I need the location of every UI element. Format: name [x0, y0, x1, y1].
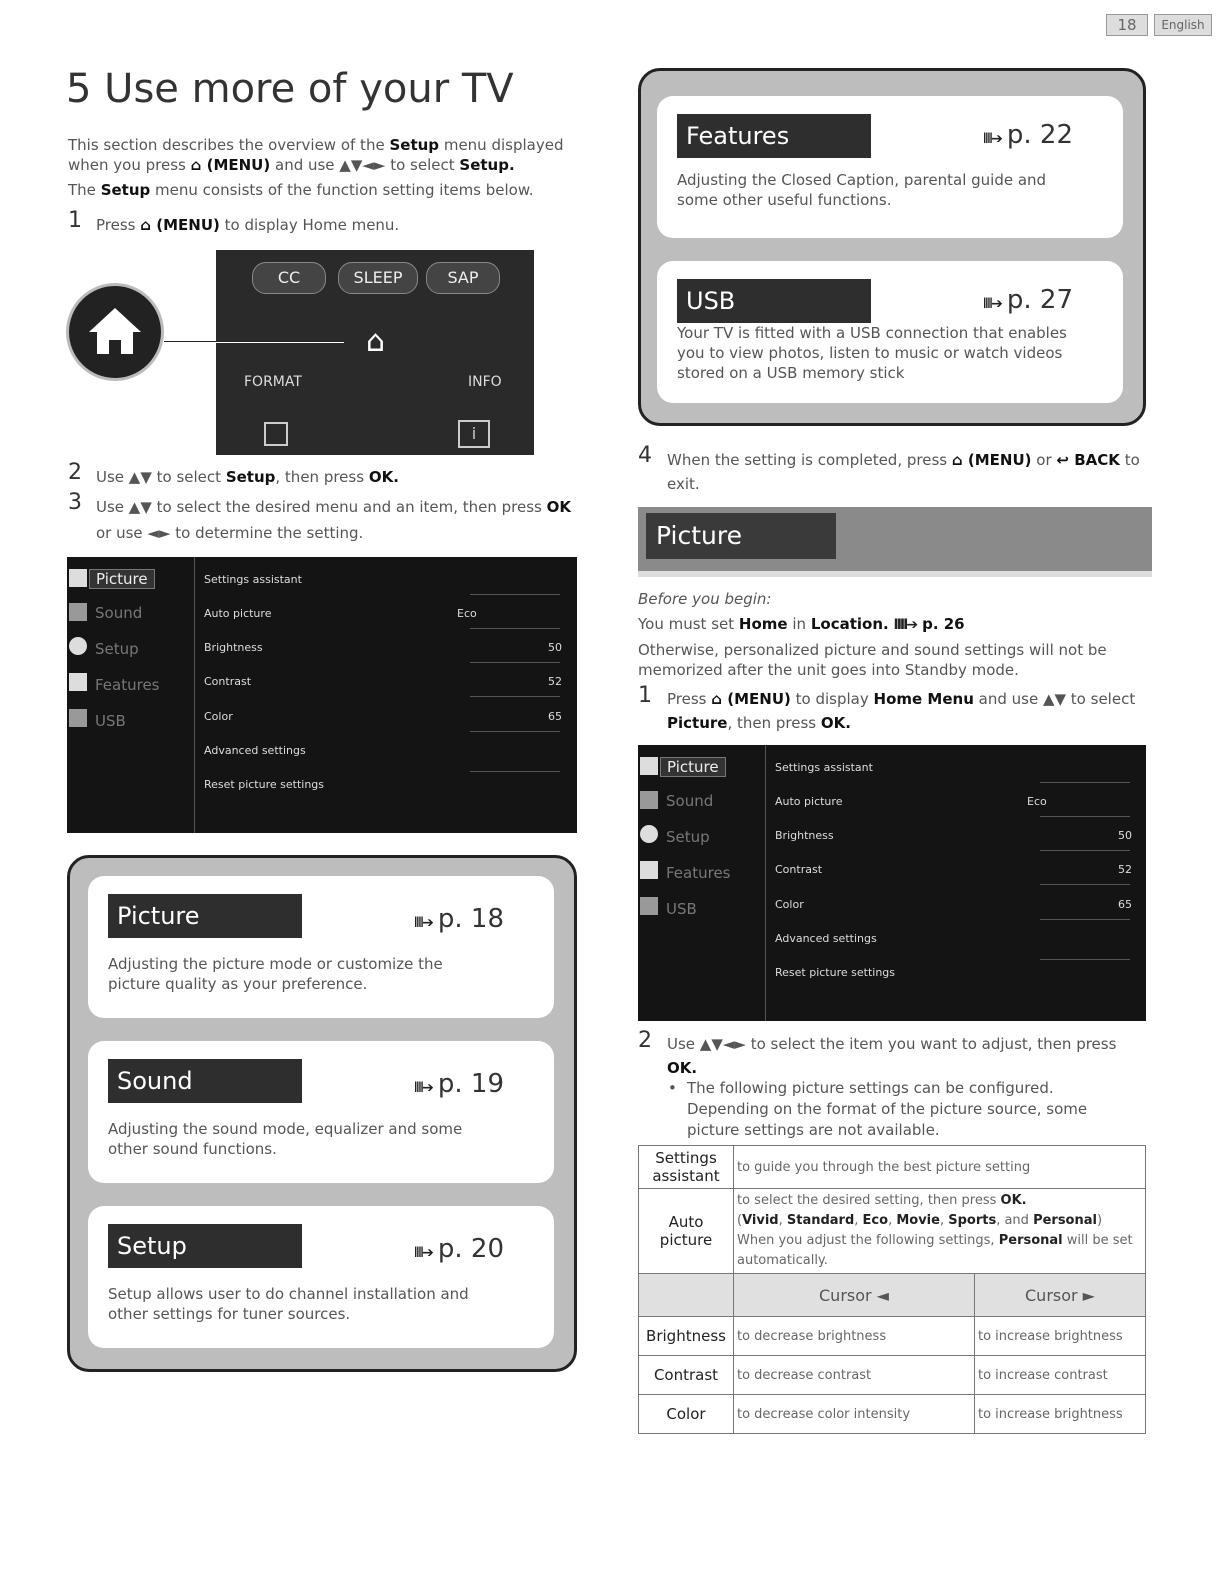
step-3-text: Use ▲▼ to select the desired menu and an item, then press OK or use ◄► to determine the setting. — [96, 498, 572, 542]
picture-icon — [69, 569, 87, 587]
card-sound — [88, 1041, 554, 1183]
contrast-left: to decrease contrast — [734, 1356, 975, 1395]
menu-row: Advanced settings — [775, 932, 877, 945]
format-key-icon — [264, 422, 288, 446]
settings-bullet: • The following picture settings can be configured. Depending on the format of the picture source, some picture settings are not available. — [668, 1079, 1088, 1139]
step-4-text: When the setting is completed, press ⌂ (MENU) or ↩ BACK to exit. — [667, 451, 1140, 493]
menu-row: Reset picture settings — [204, 778, 325, 791]
page-reference: IIII➔ p. 19 — [413, 1069, 504, 1099]
menu-line — [470, 662, 560, 663]
menu-line — [1040, 884, 1130, 885]
page-reference: IIII➔ p. 18 — [413, 904, 504, 934]
color-label: Color — [639, 1395, 734, 1434]
home-icon: ⌂ — [711, 690, 723, 708]
intro-paragraph-2: The Setup menu consists of the function setting items below. — [68, 181, 534, 199]
card-description: Your TV is fitted with a USB connection that enables you to view photos, listen to music or watch videos stored on a USB memory stick — [677, 324, 1067, 382]
menu-line — [1040, 782, 1130, 783]
cc-key: CC — [252, 262, 326, 294]
auto-picture-desc: to select the desired setting, then press OK. (Vivid, Standard, Eco, Movie, Sports, and Personal) When you adjust the following settings, Personal will be set automatically. — [734, 1189, 1146, 1274]
card-title: Setup — [108, 1224, 302, 1268]
section-shadow — [638, 571, 1152, 577]
sap-key: SAP — [426, 262, 500, 294]
step-number: 1 — [638, 683, 652, 708]
menu-divider — [194, 557, 195, 833]
step-2-text: Use ▲▼ to select Setup, then press OK. — [96, 468, 399, 486]
arrow-icon: IIII➔ — [413, 1080, 432, 1096]
step-number: 1 — [68, 208, 82, 233]
page-number: 18 — [1106, 14, 1148, 36]
features-icon — [69, 673, 87, 691]
callout-line — [164, 341, 344, 343]
menu-line — [470, 696, 560, 697]
menu-line — [1040, 850, 1130, 851]
menu-item-sound: Sound — [95, 604, 143, 622]
menu-row: Brightness — [204, 641, 263, 654]
card-title: Picture — [108, 894, 302, 938]
menu-item-usb: USB — [666, 900, 697, 918]
brightness-value: 50 — [1118, 829, 1132, 842]
remote-illustration — [216, 250, 534, 455]
page-reference: IIII➔ p. 22 — [982, 120, 1073, 150]
menu-item-sound: Sound — [666, 792, 714, 810]
home-key-icon: ⌂ — [366, 324, 386, 359]
menu-row: Auto picture — [775, 795, 843, 808]
menu-row: Brightness — [775, 829, 834, 842]
contrast-right: to increase contrast — [975, 1356, 1146, 1395]
otherwise-note: Otherwise, personalized picture and sound settings will not be memorized after the unit goes into Standby mode. — [638, 641, 1107, 679]
card-title: Features — [677, 114, 871, 158]
card-description: Adjusting the sound mode, equalizer and some other sound functions. — [108, 1120, 463, 1158]
cursor-header-blank — [639, 1274, 734, 1317]
color-value: 65 — [1118, 898, 1132, 911]
arrow-icon: IIII➔ — [413, 915, 432, 931]
menu-line — [470, 731, 560, 732]
arrow-icon: IIII➔ — [893, 617, 917, 633]
card-picture — [88, 876, 554, 1018]
menu-row: Advanced settings — [204, 744, 306, 757]
auto-picture-value: Eco — [1027, 795, 1047, 808]
back-icon: ↩ — [1056, 451, 1069, 469]
step-number: 2 — [638, 1028, 652, 1053]
menu-line — [470, 771, 560, 772]
location-note: You must set Home in Location. IIII➔ p. 26 — [638, 615, 965, 633]
color-right: to increase brightness — [975, 1395, 1146, 1434]
intro-paragraph: This section describes the overview of the Setup menu displayed when you press ⌂ (MENU) and use ▲▼◄► to select Setup. — [68, 136, 564, 174]
setup-gear-icon — [69, 637, 87, 655]
arrow-icon: IIII➔ — [982, 296, 1001, 312]
menu-row: Settings assistant — [775, 761, 873, 774]
menu-row: Reset picture settings — [775, 966, 896, 979]
brightness-value: 50 — [548, 641, 562, 654]
setup-menu-screenshot — [67, 557, 577, 833]
picture-settings-table — [638, 1145, 1146, 1434]
info-key-icon: i — [458, 420, 490, 448]
step-number: 4 — [638, 443, 652, 468]
menu-overview-frame-left — [67, 855, 577, 1372]
menu-row: Color — [204, 710, 233, 723]
sleep-key: SLEEP — [338, 262, 418, 294]
page-reference: IIII➔ p. 20 — [413, 1234, 504, 1264]
page-badge — [1106, 14, 1212, 36]
sound-icon — [69, 603, 87, 621]
menu-line — [1040, 919, 1130, 920]
menu-item-picture: Picture — [660, 757, 726, 777]
format-label: FORMAT — [244, 374, 302, 390]
menu-item-features: Features — [95, 676, 160, 694]
picture-menu-screenshot — [638, 745, 1146, 1021]
home-icon: ⌂ — [951, 451, 963, 469]
color-left: to decrease color intensity — [734, 1395, 975, 1434]
menu-row: Color — [775, 898, 804, 911]
card-features — [657, 96, 1123, 238]
brightness-left: to decrease brightness — [734, 1317, 975, 1356]
settings-assistant-label: Settings assistant — [639, 1146, 734, 1189]
menu-divider — [765, 745, 766, 1021]
card-description: Setup allows user to do channel installation and other settings for tuner sources. — [108, 1285, 469, 1323]
menu-item-usb: USB — [95, 712, 126, 730]
sound-icon — [640, 791, 658, 809]
home-button-callout — [66, 283, 164, 381]
home-icon: ⌂ — [190, 156, 202, 174]
card-usb — [657, 261, 1123, 403]
right-step-1-text: Press ⌂ (MENU) to display Home Menu and use ▲▼ to select Picture, then press OK. — [667, 690, 1136, 732]
menu-item-setup: Setup — [95, 640, 139, 658]
contrast-value: 52 — [1118, 863, 1132, 876]
card-title: Sound — [108, 1059, 302, 1103]
contrast-value: 52 — [548, 675, 562, 688]
auto-picture-label: Auto picture — [639, 1189, 734, 1274]
before-you-begin: Before you begin: — [638, 590, 772, 608]
step-number: 2 — [68, 460, 82, 485]
picture-icon — [640, 757, 658, 775]
step-number: 3 — [68, 490, 82, 515]
page-reference: IIII➔ p. 27 — [982, 285, 1073, 315]
page-title: 5 Use more of your TV — [66, 66, 514, 112]
home-icon — [69, 286, 161, 378]
menu-overview-frame-right — [638, 68, 1146, 426]
usb-icon — [640, 897, 658, 915]
menu-row: Settings assistant — [204, 573, 302, 586]
menu-row: Contrast — [204, 675, 252, 688]
card-setup — [88, 1206, 554, 1348]
menu-line — [470, 594, 560, 595]
menu-line — [1040, 816, 1130, 817]
color-value: 65 — [548, 710, 562, 723]
menu-line — [1040, 959, 1130, 960]
section-header — [638, 507, 1152, 571]
features-icon — [640, 861, 658, 879]
right-step-2-text: Use ▲▼◄► to select the item you want to adjust, then press OK. — [667, 1035, 1117, 1077]
arrow-icon: IIII➔ — [982, 131, 1001, 147]
contrast-label: Contrast — [639, 1356, 734, 1395]
arrow-icon: IIII➔ — [413, 1245, 432, 1261]
card-description: Adjusting the Closed Caption, parental guide and some other useful functions. — [677, 171, 1047, 209]
cursor-right-header: Cursor ► — [975, 1274, 1146, 1317]
setup-gear-icon — [640, 825, 658, 843]
auto-picture-value: Eco — [457, 607, 477, 620]
menu-item-features: Features — [666, 864, 731, 882]
settings-assistant-desc: to guide you through the best picture setting — [734, 1146, 1146, 1189]
card-description: Adjusting the picture mode or customize the picture quality as your preference. — [108, 955, 443, 993]
brightness-label: Brightness — [639, 1317, 734, 1356]
brightness-right: to increase brightness — [975, 1317, 1146, 1356]
page-language: English — [1154, 14, 1212, 36]
step-1-text: Press ⌂ (MENU) to display Home menu. — [96, 216, 400, 234]
menu-row: Contrast — [775, 863, 823, 876]
cursor-left-header: Cursor ◄ — [734, 1274, 975, 1317]
info-label: INFO — [468, 374, 502, 390]
card-title: USB — [677, 279, 871, 323]
usb-icon — [69, 709, 87, 727]
menu-item-setup: Setup — [666, 828, 710, 846]
menu-line — [470, 628, 560, 629]
menu-row: Auto picture — [204, 607, 272, 620]
home-icon: ⌂ — [140, 216, 152, 234]
menu-item-picture: Picture — [89, 569, 155, 589]
section-title: Picture — [646, 513, 836, 559]
